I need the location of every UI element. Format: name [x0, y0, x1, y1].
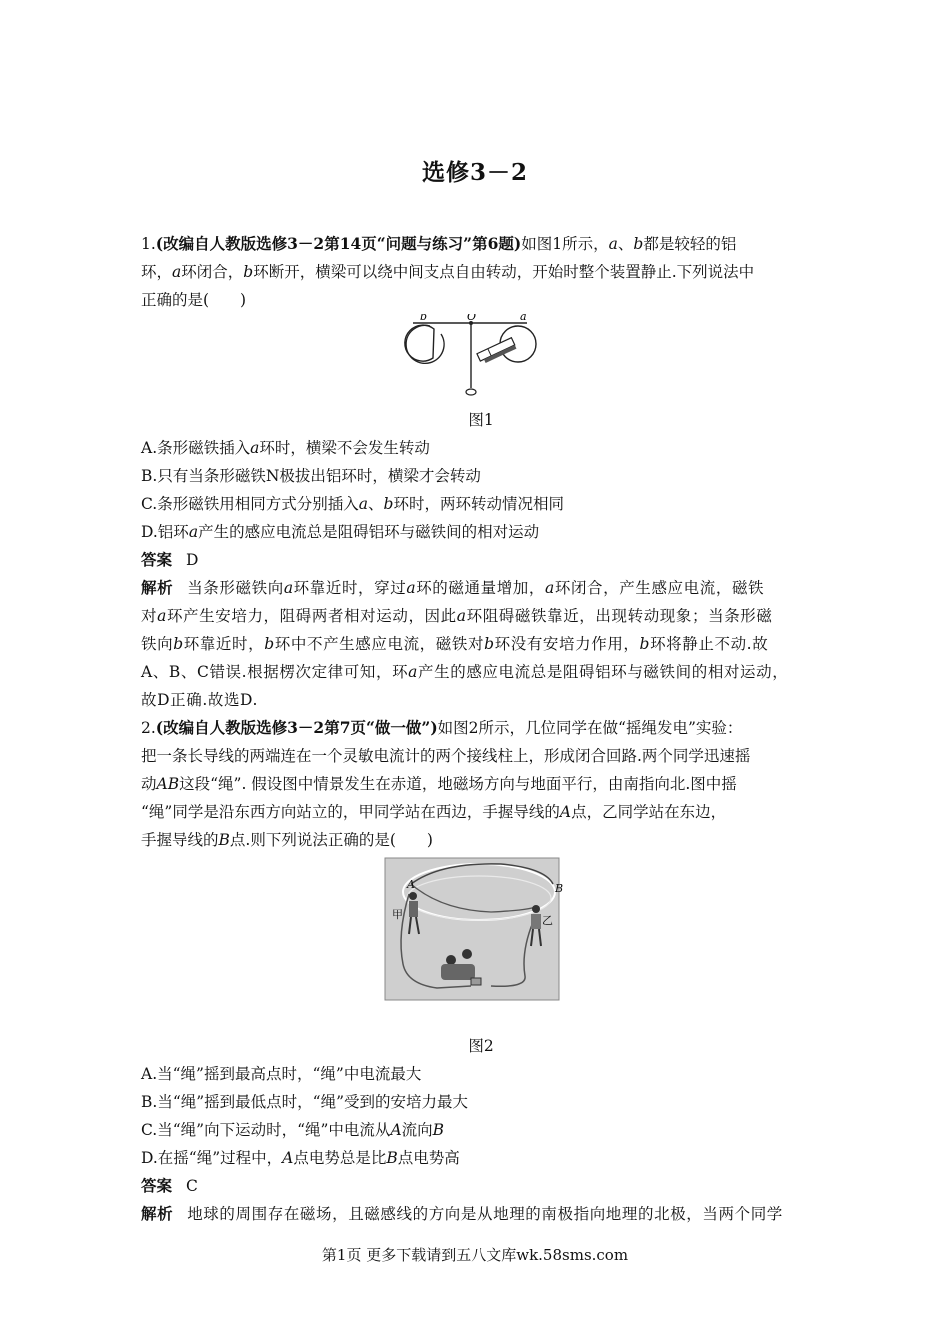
exp-text: 地球的周围存在磁场，且磁感线的方向是从地理的南极指向地理的北极，当两个同学: [187, 1205, 783, 1223]
q1-stem-text: 正确的是( ): [141, 291, 247, 309]
exp-text: 环产生安培力，阻碍两者相对运动，因此: [166, 607, 457, 625]
option-text: 点电势高: [397, 1149, 460, 1167]
q2-option-c: [141, 1116, 821, 1144]
var-b: b: [633, 235, 644, 253]
q1-option-c: [141, 490, 821, 518]
q2-stem-text: 动: [141, 775, 157, 793]
answer-value: C: [186, 1177, 198, 1195]
q2-stem-text: 点，乙同学站在东边，: [571, 803, 727, 821]
q2-stem-text: 这段“绳”. 假设图中情景发生在赤道，地磁场方向与地面平行，由南指向北.图中摇: [179, 775, 737, 793]
q2-option-a: A.当“绳”摇到最高点时，“绳”中电流最大: [141, 1065, 422, 1083]
exp-text: 环靠近时，: [183, 635, 265, 653]
answer-label: 答案: [141, 1176, 173, 1195]
figure-2-label-B: B: [555, 882, 564, 895]
var-b: b: [639, 635, 651, 653]
var-b: b: [243, 263, 254, 281]
figure-1: [141, 314, 821, 406]
exp-text: 故D正确.故选D.: [141, 691, 259, 709]
figure-2-caption: 图2: [468, 1037, 494, 1055]
q1-option-b: B.只有当条形磁铁N极拔出铝环时，横梁才会转动: [141, 467, 481, 485]
figure-1-diagram: [141, 314, 821, 406]
var-a: a: [408, 663, 419, 681]
exp-text: A、B、C错误.根据楞次定律可知，环: [141, 663, 409, 681]
answer-value: D: [186, 551, 199, 569]
q1-stem-text: 环断开，横梁可以绕中间支点自由转动，开始时整个装置静止.下列说法中: [253, 263, 755, 281]
exp-text: 当条形磁铁向: [187, 579, 284, 597]
exp-text: 产生的感应电流总是阻碍铝环与磁铁间的相对运动，: [418, 663, 789, 681]
q2-stem-text: “绳”同学是沿东西方向站立的，甲同学站在西边，手握导线的: [141, 803, 560, 821]
q2-source: (改编自人教版选修3－2第7页“做一做”): [155, 718, 438, 737]
q1-stem-text: 环，: [141, 263, 173, 281]
figure-1-label-a: a: [520, 314, 527, 323]
q2-option-b: B.当“绳”摇到最低点时，“绳”受到的安培力最大: [141, 1093, 469, 1111]
var-a: a: [545, 579, 555, 597]
q1-stem: [141, 230, 821, 314]
var-ab: AB: [156, 775, 180, 793]
figure-2-label-yi: 乙: [542, 914, 553, 927]
exp-text: 环闭合，产生感应电流，磁铁: [554, 579, 765, 597]
q2-number: 2.: [141, 719, 156, 737]
q2-stem-text: 点.则下列说法正确的是( ): [229, 831, 433, 849]
option-text: 点电势总是比: [293, 1149, 387, 1167]
exp-text: 环将静止不动.故: [650, 635, 769, 653]
option-text: 、: [368, 495, 384, 513]
var-a: a: [188, 523, 199, 541]
option-text: C.条形磁铁用相同方式分别插入: [141, 495, 359, 513]
var-a: a: [456, 607, 467, 625]
exp-text: 对: [141, 607, 158, 625]
q1-answer: [141, 546, 821, 574]
q1-sep: 、: [617, 235, 634, 253]
var-b: b: [173, 635, 184, 653]
var-A: A: [390, 1121, 402, 1139]
var-B: B: [386, 1149, 398, 1167]
var-a: a: [358, 495, 368, 513]
q1-stem-text: 如图1所示，: [521, 235, 609, 253]
option-text: A.条形磁铁插入: [141, 439, 251, 457]
q2-stem-text: 把一条长导线的两端连在一个灵敏电流计的两个接线柱上，形成闭合回路.两个同学迅速摇: [141, 747, 751, 765]
var-a: a: [157, 607, 167, 625]
exp-text: 环没有安培力作用，: [494, 635, 640, 653]
option-text: 流向: [401, 1121, 433, 1139]
page-title: 选修3－2: [421, 159, 528, 186]
var-b: b: [383, 495, 394, 513]
q1-option-a: [141, 434, 821, 462]
figure-2: [141, 854, 821, 1032]
q2-option-d: [141, 1144, 821, 1172]
page-footer: 第1页 更多下载请到五八文库wk.58sms.com: [321, 1246, 629, 1264]
option-text: C.当“绳”向下运动时，“绳”中电流从: [141, 1121, 391, 1139]
var-a: a: [172, 263, 182, 281]
q2-stem-text: 如图2所示，几位同学在做“摇绳发电”实验：: [437, 719, 743, 737]
figure-1-caption: 图1: [468, 411, 494, 429]
var-B: B: [432, 1121, 445, 1139]
var-a: a: [608, 235, 618, 253]
var-B: B: [218, 831, 230, 849]
figure-2-label-A: A: [407, 878, 415, 891]
figure-1-label-o: O: [467, 314, 477, 323]
q1-option-d: [141, 518, 821, 546]
q1-stem-text: 都是较轻的铝: [643, 235, 737, 253]
q1-explanation: [141, 574, 821, 714]
explanation-label: 解析: [141, 578, 174, 597]
q1-stem-text: 环闭合，: [181, 263, 244, 281]
var-b: b: [484, 635, 495, 653]
var-b: b: [264, 635, 275, 653]
answer-label: 答案: [141, 550, 173, 569]
q2-stem: [141, 714, 821, 854]
q1-number: 1.: [141, 235, 156, 253]
figure-2-photo: [141, 854, 821, 1032]
option-text: 环时，横梁不会发生转动: [259, 439, 430, 457]
exp-text: 铁向: [141, 635, 174, 653]
option-text: 产生的感应电流总是阻碍铝环与磁铁间的相对运动: [198, 523, 540, 541]
exp-text: 环阻碍磁铁靠近，出现转动现象；当条形磁: [466, 607, 773, 625]
figure-1-label-b: b: [420, 314, 428, 323]
var-a: a: [406, 579, 417, 597]
option-text: D.在摇“绳”过程中，: [141, 1149, 283, 1167]
q2-answer: [141, 1172, 821, 1200]
figure-2-label-jia: 甲: [392, 908, 403, 921]
q1-source: (改编自人教版选修3－2第14页“问题与练习”第6题): [155, 234, 522, 253]
option-text: 环时，两环转动情况相同: [393, 495, 564, 513]
var-A: A: [282, 1149, 294, 1167]
q2-stem-text: 手握导线的: [141, 831, 219, 849]
var-A: A: [559, 803, 572, 821]
exp-text: 环的磁通量增加，: [416, 579, 546, 597]
explanation-label: 解析: [141, 1204, 174, 1223]
var-a: a: [283, 579, 294, 597]
document-content: [141, 230, 821, 1228]
var-a: a: [250, 439, 260, 457]
exp-text: 环靠近时，穿过: [293, 579, 407, 597]
exp-text: 环中不产生感应电流，磁铁对: [274, 635, 485, 653]
q2-explanation: [141, 1200, 821, 1228]
option-text: D.铝环: [141, 523, 189, 541]
